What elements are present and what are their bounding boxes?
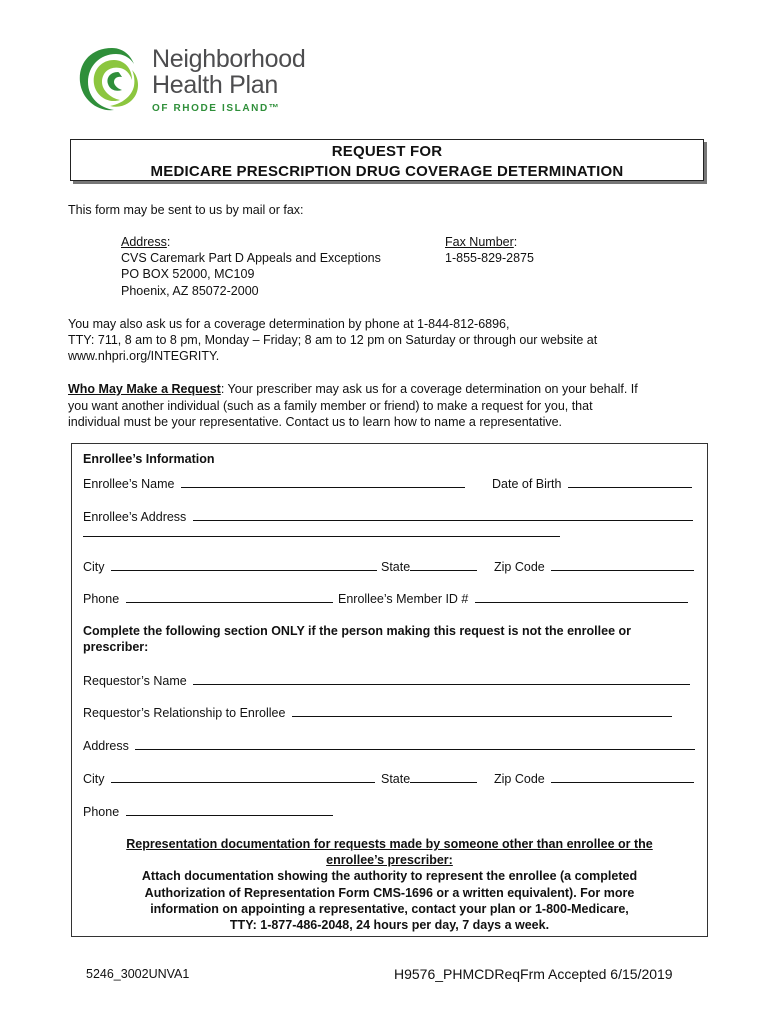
requestor-name-field[interactable] bbox=[193, 672, 690, 685]
zip-field[interactable] bbox=[551, 558, 694, 571]
neighborhood-health-plan-logo bbox=[74, 42, 334, 122]
intro-text: This form may be sent to us by mail or fax: bbox=[68, 203, 304, 217]
city-row bbox=[83, 558, 377, 575]
requestor-name-label: Requestor’s Name bbox=[83, 674, 187, 688]
who-line-3: individual must be your representative. Contact us to learn how to name a representative. bbox=[68, 415, 563, 429]
who-heading: Who May Make a Request bbox=[68, 382, 221, 396]
requestor-rel-field[interactable] bbox=[292, 704, 672, 717]
requestor-name-row bbox=[83, 672, 690, 689]
dob-label: Date of Birth bbox=[492, 477, 562, 491]
requestor-address-label: Address bbox=[83, 739, 129, 753]
rep-heading-line-1: Representation documentation for requests made by someone other than enrollee or the bbox=[126, 837, 653, 851]
rep-line-3: Attach documentation showing the authority to represent the enrollee (a completed bbox=[141, 869, 638, 883]
state-label: State bbox=[381, 560, 411, 574]
requestor-rel-label: Requestor’s Relationship to Enrollee bbox=[83, 706, 286, 720]
enrollee-address-label: Enrollee’s Address bbox=[83, 510, 187, 524]
rep-line-4: Authorization of Representation Form CMS-1696 or a written equivalent). For more bbox=[144, 886, 635, 900]
phone-para-line-2: TTY: 711, 8 am to 8 pm, Monday – Friday; 8 am to 12 pm on Saturday or through our website at bbox=[68, 333, 598, 347]
city-field[interactable] bbox=[111, 558, 377, 571]
requestor-zip-row bbox=[494, 770, 694, 787]
dob-row bbox=[492, 475, 692, 492]
requestor-note-line-2: prescriber: bbox=[83, 640, 149, 654]
requestor-address-row bbox=[83, 737, 695, 754]
enrollee-address-field-2[interactable] bbox=[83, 524, 560, 537]
fax-label: Fax Number bbox=[445, 235, 514, 249]
phone-row bbox=[83, 590, 333, 607]
logo-line-2: Health Plan bbox=[152, 71, 278, 99]
rep-heading-line-2: enrollee’s prescriber: bbox=[326, 853, 453, 867]
enrollee-name-row bbox=[83, 475, 465, 492]
footer-right-code: H9576_PHMCDReqFrm Accepted 6/15/2019 bbox=[394, 966, 673, 982]
footer-left-code: 5246_3002UNVA1 bbox=[86, 967, 190, 981]
zip-label: Zip Code bbox=[494, 560, 545, 574]
fax-label-row bbox=[445, 234, 517, 250]
state-field[interactable] bbox=[410, 558, 477, 571]
enrollee-address-field[interactable] bbox=[193, 508, 693, 521]
enrollee-heading: Enrollee’s Information bbox=[83, 452, 215, 466]
who-line-2: you want another individual (such as a family member or friend) to make a request for you, that bbox=[68, 399, 593, 413]
requestor-phone-label: Phone bbox=[83, 805, 120, 819]
title-line-2: MEDICARE PRESCRIPTION DRUG COVERAGE DETERMINATION bbox=[150, 163, 624, 180]
requestor-city-label: City bbox=[83, 772, 105, 786]
address-colon: : bbox=[166, 235, 171, 249]
phone-label: Phone bbox=[83, 592, 120, 606]
phone-para-line-1: You may also ask us for a coverage determination by phone at 1-844-812-6896, bbox=[68, 317, 510, 331]
member-id-row bbox=[338, 590, 688, 607]
requestor-address-field[interactable] bbox=[135, 737, 695, 750]
rep-line-6: TTY: 1-877-486-2048, 24 hours per day, 7 days a week. bbox=[229, 918, 550, 932]
phone-para-line-3: www.nhpri.org/INTEGRITY. bbox=[68, 349, 220, 363]
requestor-zip-label: Zip Code bbox=[494, 772, 545, 786]
requestor-phone-field[interactable] bbox=[126, 803, 333, 816]
form-title-box bbox=[70, 139, 704, 181]
requestor-state-label: State bbox=[381, 772, 411, 786]
fax-number: 1-855-829-2875 bbox=[445, 251, 534, 265]
enrollee-address-row bbox=[83, 508, 693, 525]
address-line-1: CVS Caremark Part D Appeals and Exceptions bbox=[121, 251, 381, 265]
enrollee-name-label: Enrollee’s Name bbox=[83, 477, 175, 491]
phone-field[interactable] bbox=[126, 590, 333, 603]
member-id-label: Enrollee’s Member ID # bbox=[338, 592, 469, 606]
address-line-2: PO BOX 52000, MC109 bbox=[121, 267, 255, 281]
address-line-3: Phoenix, AZ 85072-2000 bbox=[121, 284, 259, 298]
requestor-city-row bbox=[83, 770, 375, 787]
state-row bbox=[381, 558, 477, 575]
requestor-rel-row bbox=[83, 704, 672, 721]
fax-colon: : bbox=[513, 235, 518, 249]
requestor-state-field[interactable] bbox=[410, 770, 477, 783]
requestor-zip-field[interactable] bbox=[551, 770, 694, 783]
requestor-note-line-1: Complete the following section ONLY if the person making this request is not the enrollee or bbox=[83, 624, 631, 638]
logo-line-1: Neighborhood bbox=[152, 45, 306, 73]
title-line-1: REQUEST FOR bbox=[331, 143, 443, 160]
city-label: City bbox=[83, 560, 105, 574]
who-line-1-text: : Your prescriber may ask us for a coverage determination on your behalf. If bbox=[220, 382, 638, 396]
requestor-city-field[interactable] bbox=[111, 770, 375, 783]
requestor-phone-row bbox=[83, 803, 333, 820]
enrollee-address-row-2 bbox=[83, 524, 560, 541]
rep-line-5: information on appointing a representative, contact your plan or 1-800-Medicare, bbox=[150, 902, 629, 916]
address-label-row bbox=[121, 234, 170, 250]
logo-swirl-icon bbox=[74, 42, 148, 116]
dob-field[interactable] bbox=[568, 475, 692, 488]
zip-row bbox=[494, 558, 694, 575]
member-id-field[interactable] bbox=[475, 590, 688, 603]
enrollee-name-field[interactable] bbox=[181, 475, 465, 488]
logo-line-3: OF RHODE ISLAND™ bbox=[152, 103, 281, 114]
who-line-1 bbox=[68, 381, 638, 397]
address-label: Address bbox=[121, 235, 167, 249]
requestor-state-row bbox=[381, 770, 477, 787]
